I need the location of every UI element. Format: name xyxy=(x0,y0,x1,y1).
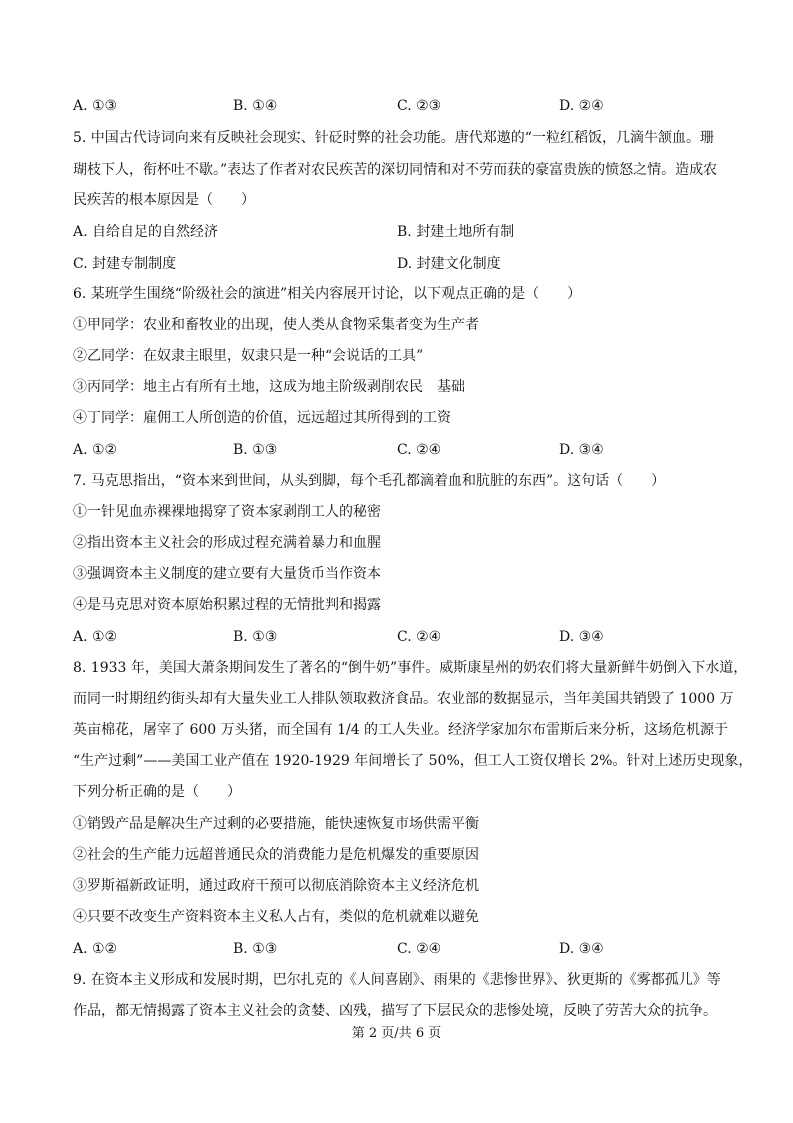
q6-statement-1: ①甲同学：农业和畜牧业的出现，使人类从食物采集者变为生产者 xyxy=(73,317,479,333)
q4-option-b: B. ①④ xyxy=(233,98,278,114)
q8-statement-2: ②社会的生产能力远超普通民众的消费能力是危机爆发的重要原因 xyxy=(73,847,479,863)
q7-statement-4: ④是马克思对资本原始积累过程的无情批判和揭露 xyxy=(73,597,381,613)
q5-option-a: A. 自给自足的自然经济 xyxy=(73,224,219,240)
q7-option-b: B. ①③ xyxy=(233,629,278,645)
q8-stem-line-1: 8. 1933 年，美国大萧条期间发生了著名的“倒牛奶”事件。威斯康星州的奶农们将大量新鲜牛奶倒入下水道， xyxy=(73,660,748,676)
q7-statement-2: ②指出资本主义社会的形成过程充满着暴力和血腥 xyxy=(73,535,381,551)
q8-stem-line-4: “生产过剩”——美国工业产值在 1920-1929 年间增长了 50%，但工人工资仅增长 2%。针对上述历史现象， xyxy=(73,753,753,769)
q8-stem-line-3: 英亩棉花，屠宰了 600 万头猪，而全国有 1/4 的工人失业。经济学家加尔布雷斯后来分析，这场危机源于 xyxy=(73,722,729,738)
q9-stem-line-1: 9. 在资本主义形成和发展时期，巴尔扎克的《人间喜剧》、雨果的《悲惨世界》、狄更斯的《雾都孤儿》等 xyxy=(73,972,721,988)
q6-statement-2: ②乙同学：在奴隶主眼里，奴隶只是一种“会说话的工具” xyxy=(73,348,424,364)
q8-statement-3: ③罗斯福新政证明，通过政府干预可以彻底消除资本主义经济危机 xyxy=(73,878,479,894)
q7-stem: 7. 马克思指出，“资本来到世间，从头到脚，每个毛孔都滴着血和肮脏的东西”。这句话（ ） xyxy=(73,473,666,489)
q4-option-c: C. ②③ xyxy=(397,98,442,114)
q6-stem: 6. 某班学生围绕“阶级社会的演进”相关内容展开讨论，以下观点正确的是（ ） xyxy=(73,286,582,302)
q8-stem-line-2: 而同一时期纽约街头却有大量失业工人排队领取救济食品。农业部的数据显示，当年美国共销毁了 1000 万 xyxy=(73,691,734,707)
q6-option-a: A. ①② xyxy=(73,442,118,458)
q8-statement-1: ①销毁产品是解决生产过剩的必要措施，能快速恢复市场供需平衡 xyxy=(73,816,479,832)
q8-option-a: A. ①② xyxy=(73,941,118,957)
q7-statement-3: ③强调资本主义制度的建立要有大量货币当作资本 xyxy=(73,566,381,582)
q8-statement-4: ④只要不改变生产资料资本主义私人占有，类似的危机就难以避免 xyxy=(73,909,479,925)
q8-stem-line-5: 下列分析正确的是（ ） xyxy=(73,784,241,800)
q8-option-d: D. ③④ xyxy=(559,941,604,957)
q6-option-d: D. ③④ xyxy=(559,442,604,458)
q5-stem-line-1: 5. 中国古代诗词向来有反映社会现实、针砭时弊的社会功能。唐代郑遨的“一粒红稻饭，几滴牛颔血。珊 xyxy=(73,130,714,146)
q5-stem-line-3: 民疾苦的根本原因是（ ） xyxy=(73,192,255,208)
q7-statement-1: ①一针见血赤裸裸地揭穿了资本家剥削工人的秘密 xyxy=(73,504,381,520)
q4-option-a: A. ①③ xyxy=(73,98,118,114)
q8-option-b: B. ①③ xyxy=(233,941,278,957)
q5-stem-line-2: 瑚枝下人，衔杯吐不歇。”表达了作者对农民疾苦的深切同情和对不劳而获的豪富贵族的愤怒之情。造成农 xyxy=(73,162,718,178)
q7-option-a: A. ①② xyxy=(73,629,118,645)
q5-option-b: B. 封建土地所有制 xyxy=(397,224,515,240)
q8-option-c: C. ②④ xyxy=(397,941,442,957)
q6-statement-4: ④丁同学：雇佣工人所创造的价值，远远超过其所得到的工资 xyxy=(73,410,451,426)
q5-option-c: C. 封建专制制度 xyxy=(73,256,177,272)
q6-option-c: C. ②④ xyxy=(397,442,442,458)
q6-option-b: B. ①③ xyxy=(233,442,278,458)
q9-stem-line-2: 作品，都无情揭露了资本主义社会的贪婪、凶残，描写了下层民众的悲惨处境，反映了劳苦大众的抗争。 xyxy=(73,1003,717,1019)
q6-statement-3: ③丙同学：地主占有所有土地，这成为地主阶级剥削农民 基础 xyxy=(73,379,465,395)
q7-option-d: D. ③④ xyxy=(559,629,604,645)
q4-option-d: D. ②④ xyxy=(559,98,604,114)
q7-option-c: C. ②④ xyxy=(397,629,442,645)
q5-option-d: D. 封建文化制度 xyxy=(397,256,501,272)
page-footer: 第 2 页/共 6 页 xyxy=(351,1026,442,1041)
